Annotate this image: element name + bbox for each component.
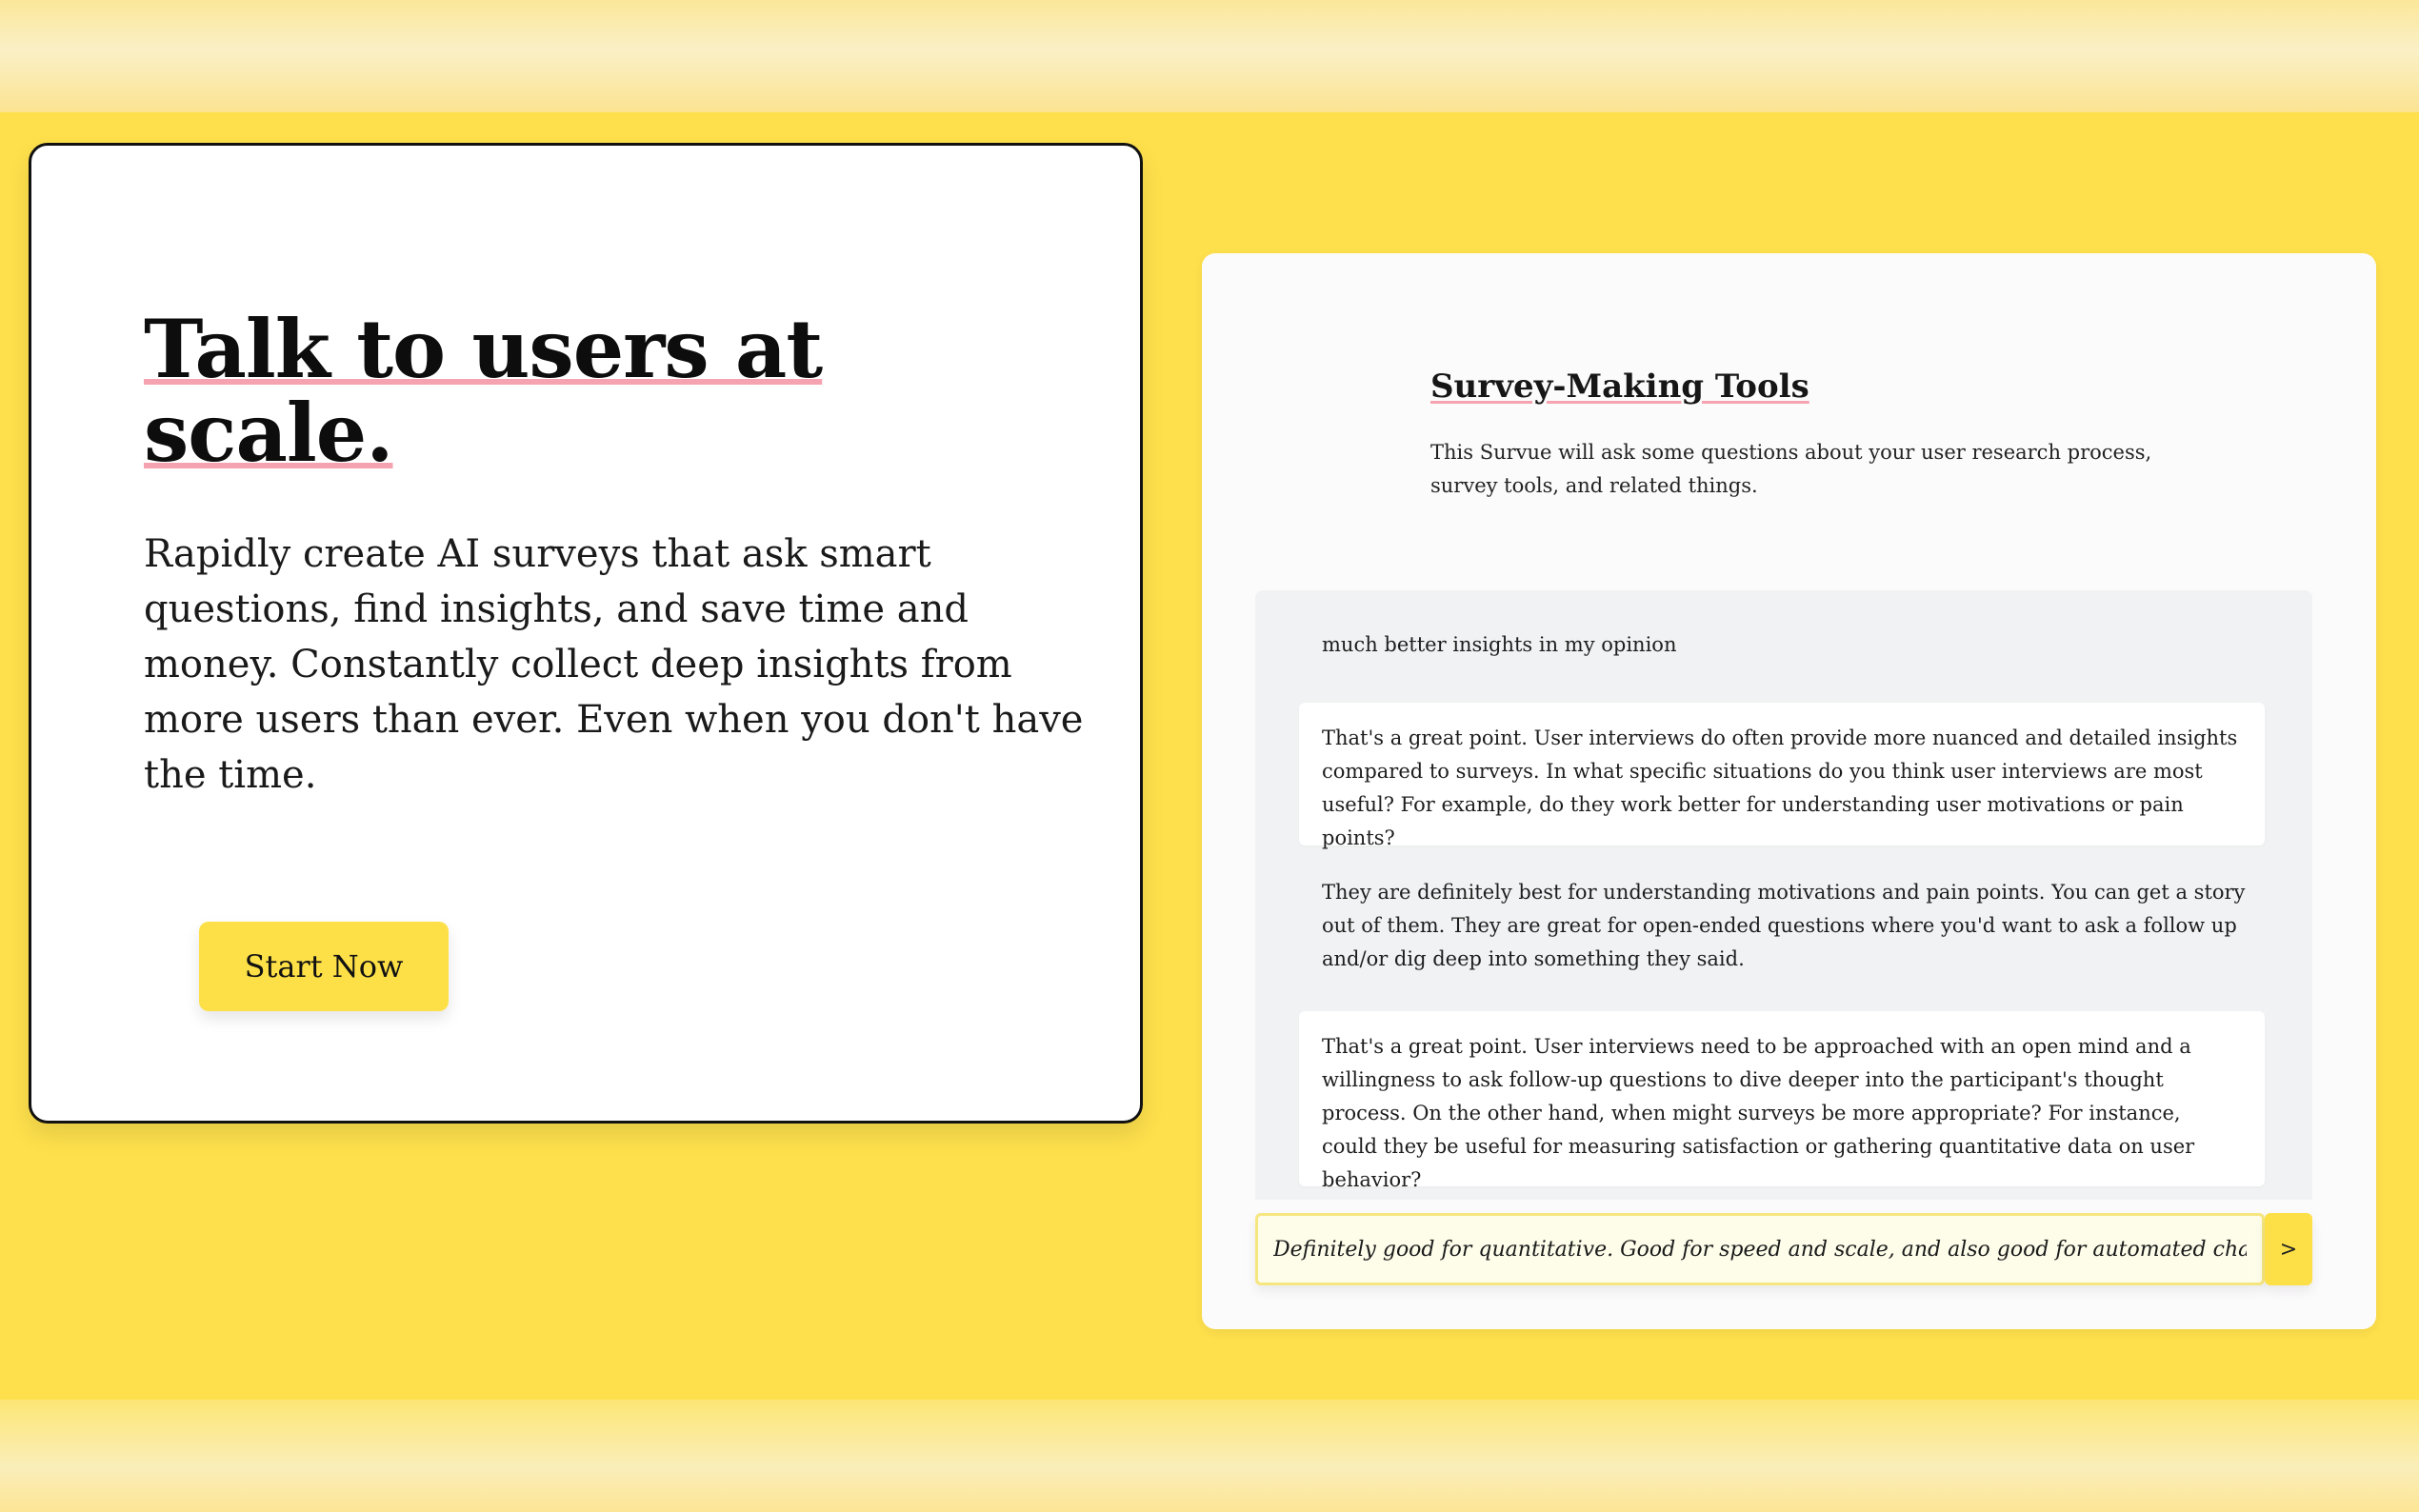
survey-description: This Survue will ask some questions about your user research process, survey tools, and related things. [1430,441,2152,497]
start-now-button[interactable]: Start Now [199,922,449,1011]
chat-history[interactable] [1255,590,2312,1200]
bottom-band [0,1400,2419,1512]
ai-message: That's a great point. User interviews need to be approached with an open mind and a willingness to ask follow-up questions to dive deeper into the participant's thought process. On the other hand, when might surveys be more appropriate? For instance, could they be useful for measuring satisfaction or gathering quantitative data on user behavior? [1299,1011,2265,1186]
ai-message: That's a great point. User interviews do often provide more nuanced and detailed insights compared to surveys. In what specific situations do you think user interviews are most useful? For example, do they work better for understanding user motivations or pain points? [1299,703,2265,846]
hero-card [29,143,1143,1124]
answer-input-row [1255,1213,2312,1285]
survey-title: Survey-Making Tools [1430,368,1809,406]
top-band [0,0,2419,112]
answer-input[interactable] [1255,1213,2265,1285]
send-button[interactable]: > [2265,1213,2312,1285]
hero-title-line2: scale. [144,386,393,480]
hero-title [144,302,1001,480]
hero-title-line1: Talk to users at [144,302,823,396]
user-message: much better insights in my opinion [1322,633,1677,656]
hero-description: Rapidly create AI surveys that ask smart questions, find insights, and save time and money. Constantly collect deep insights from more users than ever. Even when you don't have the time. [144,532,1084,797]
user-message: They are definitely best for understanding motivations and pain points. You can get a story out of them. They are great for open-ended questions where you'd want to ask a follow up and/or dig deep into something they said. [1322,881,2246,970]
survey-panel [1202,253,2376,1329]
